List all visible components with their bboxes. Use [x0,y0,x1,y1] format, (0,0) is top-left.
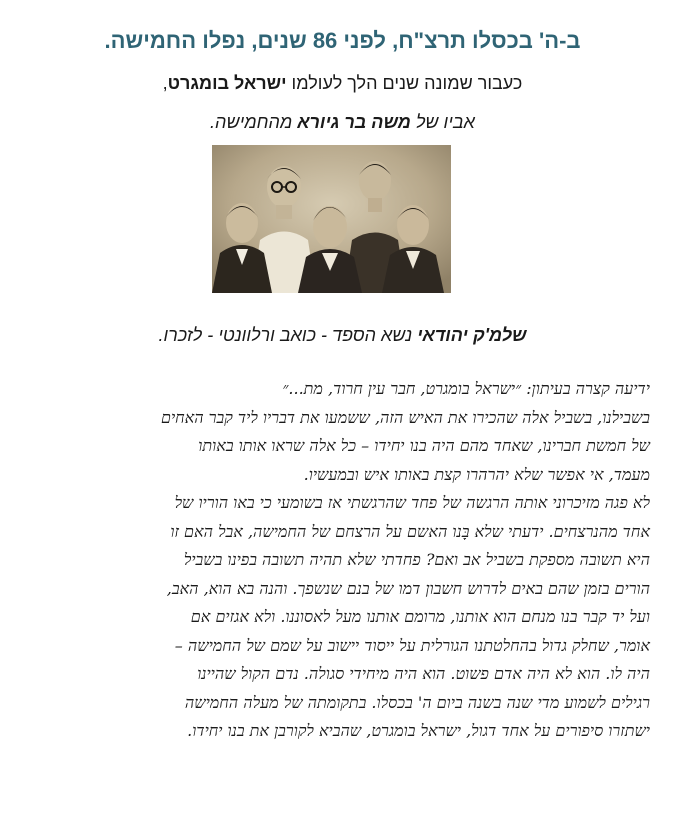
body-line: מעמד, אי אפשר שלא יהרהרו קצת באותו איש ובמעשיו. [303,464,650,484]
intro-line-1-name: ישראל בומגרט [167,73,287,93]
eulogy-credit [0,325,685,346]
body-line: אחד מהנרצחים. ידעתי שלא בָּנו האשם על הרצחם של החמישה, אבל האם זו [170,521,650,541]
intro-line-1-suffix: , [162,73,168,93]
intro-line-2-suffix: מהחמישה. [210,112,298,132]
body-line: ישתזרו סיפורים על אחד דגול, ישראל בומגרט, שהביא לקורבן את בנו יחידו. [187,721,650,740]
body-line: לא פגה מזיכרוני אותה הרגשה של פחד שהרגשתי אז בשומעי כי באו הוריו של [174,493,650,512]
intro-line-1 [0,73,685,94]
body-line: רגילים לשמוע מדי שנה בשנה ביום ה' בכסלו. בתקומתה של מעלה החמישה [184,692,650,712]
eulogy-body [30,375,650,746]
intro-line-2-name: משה בר גיורא [297,112,411,132]
body-line: היא תשובה מספקת בשביל אב ואם? פחדתי שלא תהיה תשובה בפינו בשביל [183,550,650,569]
intro-line-2-prefix: אביו של [410,112,475,132]
body-line: היה לו. הוא לא היה אדם פשוט. הוא היה מיחידי סגולה. נדם הקול שהיינו [197,664,650,683]
body-line: של חמשת חברינו, שאחד מהם היה בנו יחידו – כל אלה שראו אותו באותו [198,436,650,455]
body-line: ועל יד קבר בנו מנחם הוא אותנו, מרומם אותנו מעל לאסוננו. ולא אגזים אם [190,607,650,626]
headline: ב-ה' בכסלו תרצ"ח, לפני 86 שנים, נפלו החמישה. [104,28,581,53]
intro-line-2 [0,112,685,133]
body-line: אומר, שחלק גדול בהחלטתנו הגורלית על ייסוד יישוב על שמם של החמישה – [174,635,650,655]
group-portrait-photo [212,145,451,293]
body-line: בשבילנו, בשביל אלה שהכירו את האיש הזה, ששמעו את דבריו ליד קבר האחים [160,407,650,427]
eulogy-speaker-name: שלמ'ק יהודאי [417,325,527,345]
eulogy-credit-text: נשא הספד - כואב ורלוונטי - לזכרו. [158,325,418,345]
body-line: ידיעה קצרה בעיתון: ״ישראל בומגרט, חבר עין חרוד, מת...״ [282,379,650,398]
intro-line-1-prefix: כעבור שמונה שנים הלך לעולמו [286,73,523,93]
body-line: הורים בזמן שהם באים לדרוש חשבון דמו של בנם שנשפך. והנה בא הוא, האב, [166,578,650,598]
group-portrait-illustration [212,145,451,293]
